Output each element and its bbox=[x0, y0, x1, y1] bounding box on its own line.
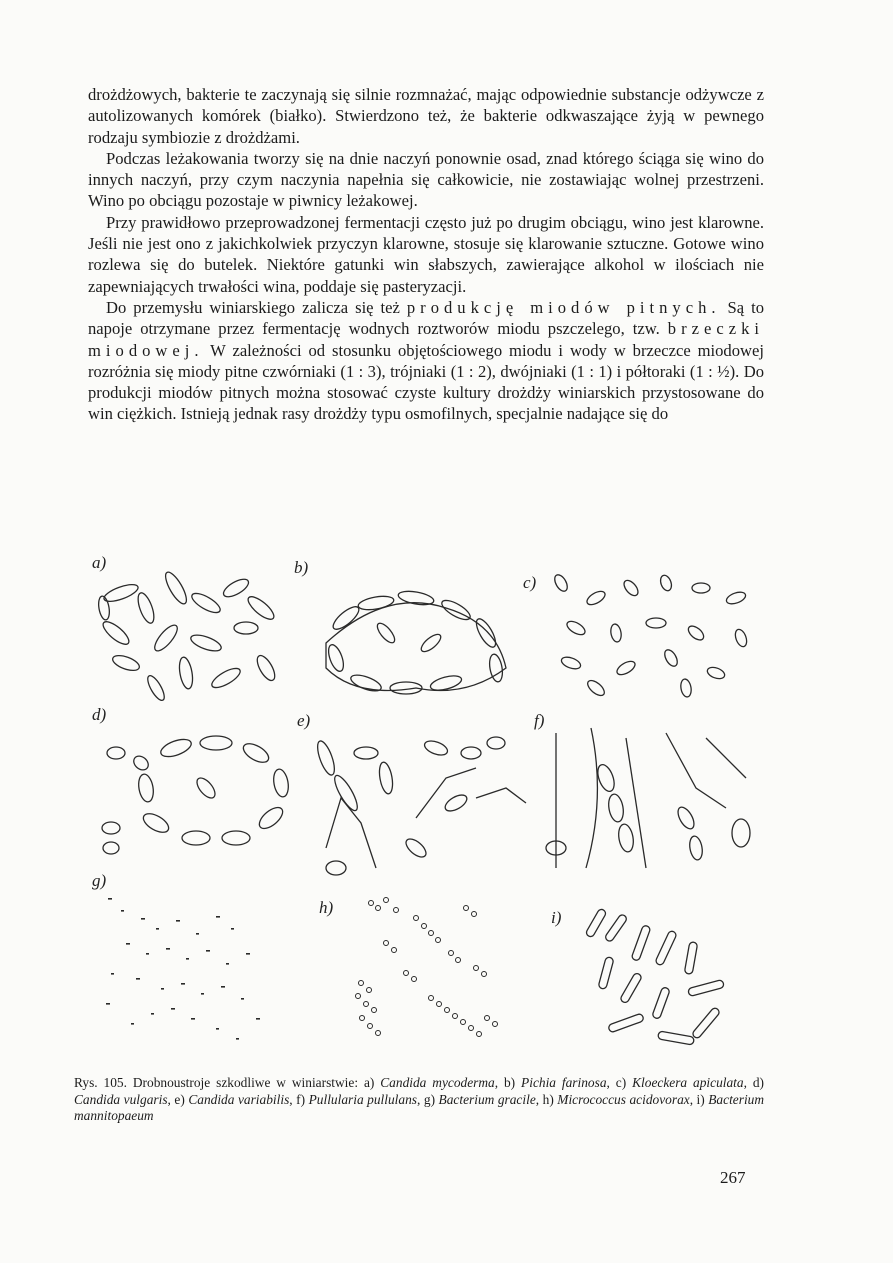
caption-sep: , g) bbox=[417, 1091, 439, 1107]
panel-label-i: i) bbox=[551, 908, 562, 927]
caption-sep: , b) bbox=[494, 1075, 522, 1090]
panel-label-d: d) bbox=[92, 705, 107, 724]
p4-part-c: Są to napoje otrzymane przez fermentację wodnych roztworów miodu pszczelego, tzw. bbox=[88, 297, 764, 339]
caption-taxon-e: Candida variabilis bbox=[188, 1091, 290, 1107]
panel-d-drawing bbox=[102, 736, 290, 854]
term-mead-production: produkcję miodów pitnych. bbox=[406, 297, 721, 317]
panel-e-drawing bbox=[314, 737, 526, 875]
microorganism-figure bbox=[86, 548, 776, 1053]
caption-taxon-c: Kloeckera apiculata bbox=[632, 1075, 744, 1090]
panel-label-f: f) bbox=[534, 711, 545, 730]
paragraph-4 bbox=[88, 297, 764, 425]
paragraph-2: Podczas leżakowania tworzy się na dnie naczyń ponownie osad, znad którego ściąga się wino do innych naczyń, przy czym naczynia napełnia się całkowicie, nie zostawiając wolnej przestrzeni. Wino po obciągu pozostaje w piwnicy leżakowej. bbox=[88, 148, 764, 211]
caption-sep: , d) bbox=[743, 1075, 765, 1090]
panel-a-drawing bbox=[97, 569, 278, 702]
panel-label-c: c) bbox=[523, 573, 537, 592]
paragraph-3: Przy prawidłowo przeprowadzonej fermentacji często już po drugim obciągu, wino jest klarowne. Jeśli nie jest ono z jakichkolwiek przyczyn klarowne, stosuje się klarowanie sztuczne. Gotowe wino rozlewa się do butelek. Niektóre gatunki win słabszych, zawierające alkohol w ilościach nie zapewniających trwałości wina, poddaje się pasteryzacji. bbox=[88, 212, 764, 296]
caption-taxon-f: Pullularia pullulans bbox=[308, 1091, 418, 1107]
panel-label-e: e) bbox=[297, 711, 311, 730]
panel-label-h: h) bbox=[319, 898, 334, 917]
panel-label-g: g) bbox=[92, 871, 107, 890]
panel-c-drawing bbox=[552, 573, 749, 699]
caption-taxon-d: Candida vulgaris bbox=[74, 1091, 168, 1107]
term-mead-wort: brzeczki miodowej. bbox=[88, 319, 764, 360]
paragraph-1: drożdżowych, bakterie te zaczynają się silnie rozmnażać, mając odpowiednie substancje odżywcze z autolizowanych komórek (białko). Stwierdzono też, że bakterie odkwaszające żyją w pewnego rodzaju symbiozie z drożdżami. bbox=[88, 85, 764, 147]
caption-taxon-b: Pichia farinosa bbox=[521, 1075, 607, 1090]
panel-f-drawing bbox=[546, 728, 750, 868]
caption-prefix: Rys. 105. Drobnoustroje szkodliwe w winiarstwie: a) bbox=[74, 1075, 381, 1090]
caption-taxon-a: Candida mycoderma bbox=[380, 1075, 495, 1090]
panel-i-drawing bbox=[585, 908, 724, 1045]
panel-g-drawing bbox=[106, 898, 260, 1040]
caption-sep: , i) bbox=[689, 1091, 709, 1107]
panel-h-drawing bbox=[356, 898, 498, 1037]
page-number: 267 bbox=[720, 1168, 746, 1187]
panel-b-drawing bbox=[326, 589, 506, 694]
p4-part-e: W zależności od stosunku objętościowego miodu i wody w brzeczce miodowej rozróżnia się miody pitne czwórniaki (1 : 3), trójniaki (1 : 2), dwójniaki (1 : 1) i półtoraki (1 : ½). Do produkcji miodów pitnych można stosować czyste kultury drożdży winiarskich przystosowane do win ciężkich. Istnieją jednak rasy drożdży typu osmofilnych, specjalnie nadające się do bbox=[88, 340, 764, 424]
panel-label-b: b) bbox=[294, 558, 309, 577]
caption-sep: , c) bbox=[606, 1075, 633, 1090]
caption-sep: , e) bbox=[167, 1091, 189, 1107]
caption-sep: , f) bbox=[289, 1091, 309, 1107]
caption-sep: , h) bbox=[535, 1091, 558, 1107]
caption-taxon-g: Bacterium gracile bbox=[438, 1091, 536, 1107]
figure-drawing bbox=[86, 548, 776, 1053]
caption-taxon-i: Bacterium mannitopaeum bbox=[74, 1091, 765, 1123]
caption-taxon-h: Micrococcus acidovorax bbox=[557, 1091, 690, 1107]
panel-label-a: a) bbox=[92, 553, 107, 572]
p4-part-a: Do przemysłu winiarskiego zalicza się też bbox=[106, 297, 407, 317]
figure-caption bbox=[74, 1075, 764, 1125]
body-text bbox=[88, 84, 764, 425]
